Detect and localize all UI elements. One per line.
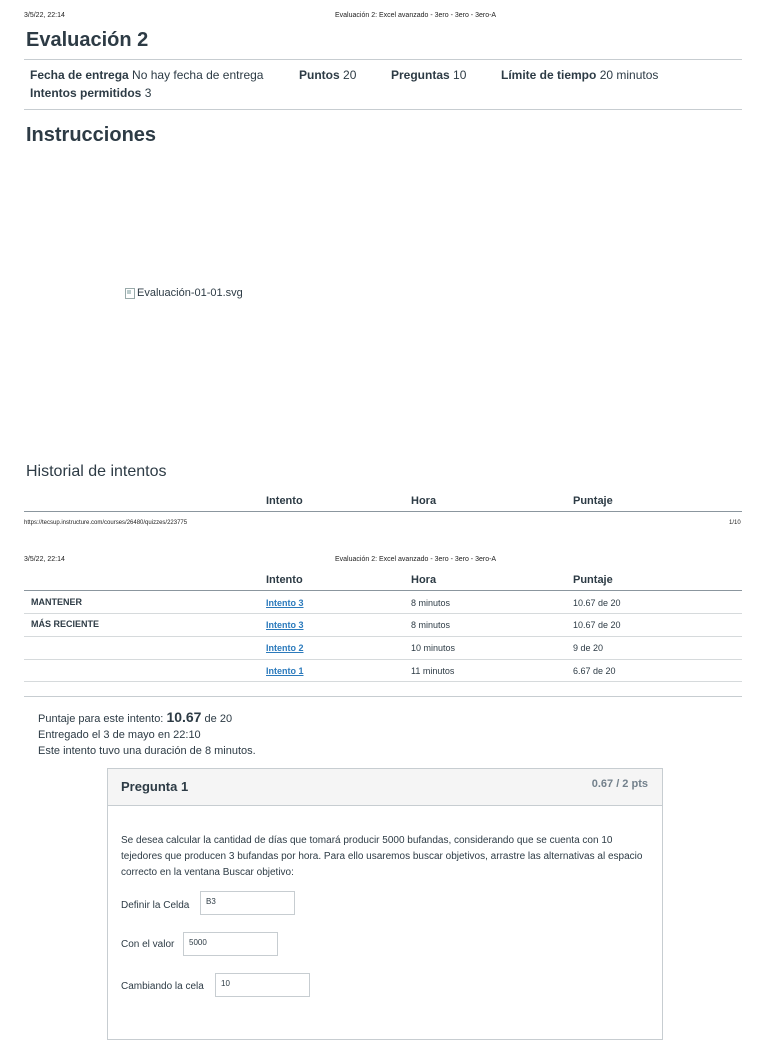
questions-info <box>391 68 466 82</box>
divider <box>24 696 742 697</box>
answer-dropzone[interactable]: 10 <box>215 973 310 997</box>
attempt-duration: Este intento tuvo una duración de 8 minutos. <box>38 745 256 757</box>
questions-label: Preguntas <box>391 68 450 82</box>
submitted-date: Entregado el 3 de mayo en 22:10 <box>38 729 201 741</box>
attempt-link[interactable]: Intento 3 <box>266 620 304 630</box>
divider <box>24 59 742 60</box>
due-date-label: Fecha de entrega <box>30 68 129 82</box>
row-label-keep: MANTENER <box>31 597 82 607</box>
attempt-score-value: 10.67 <box>166 709 202 725</box>
column-header-attempt: Intento <box>266 495 303 507</box>
answer-dropzone[interactable]: 5000 <box>183 932 278 956</box>
print-url: https://tecsup.instructure.com/courses/26480/quizzes/223775 <box>24 520 188 526</box>
field-label: Con el valor <box>121 939 175 950</box>
print-page-number: 1/10 <box>729 520 741 526</box>
instructions-heading: Instrucciones <box>26 124 157 146</box>
attempt-time: 11 minutos <box>411 666 455 676</box>
column-header-attempt: Intento <box>266 574 303 586</box>
column-header-time: Hora <box>411 495 437 507</box>
answer-dropzone[interactable]: B3 <box>200 891 295 915</box>
row-divider <box>24 636 742 637</box>
column-header-score: Puntaje <box>573 574 613 586</box>
due-date <box>30 68 263 82</box>
attempt-time: 8 minutos <box>411 598 451 608</box>
column-header-time: Hora <box>411 574 437 586</box>
question-title: Pregunta 1 <box>121 779 189 794</box>
score-suffix: de 20 <box>204 713 233 725</box>
question-text: Se desea calcular la cantidad de días que tomará producir 5000 bufandas, considerando que se cuenta con 10 tejedores que producen 3 bufandas por hora. Para ello usaremos buscar objetivos, arrastre las alternativas al espacio correcto en la ventana Buscar objetivo: <box>121 835 643 878</box>
row-divider <box>24 613 742 614</box>
time-limit-label: Límite de tiempo <box>501 68 597 82</box>
attempt-score: 10.67 de 20 <box>573 620 621 630</box>
attempt-link[interactable]: Intento 3 <box>266 598 304 608</box>
points-label: Puntos <box>299 68 340 82</box>
attempts-label: Intentos permitidos <box>30 86 142 100</box>
image-alt-text: Evaluación-01-01.svg <box>137 287 243 299</box>
points-value: 20 <box>343 68 357 82</box>
row-divider <box>24 681 742 682</box>
print-date: 3/5/22, 22:14 <box>24 12 65 19</box>
due-date-value: No hay fecha de entrega <box>132 68 264 82</box>
question-card <box>107 768 663 1040</box>
column-header-score: Puntaje <box>573 495 613 507</box>
attempt-time: 10 minutos <box>411 643 456 653</box>
attempt-link[interactable]: Intento 2 <box>266 643 304 653</box>
field-label: Definir la Celda <box>121 900 190 911</box>
time-limit-info <box>501 68 658 82</box>
table-header-line <box>24 590 742 591</box>
table-header-line <box>24 511 742 512</box>
points-info <box>299 68 356 82</box>
divider <box>24 109 742 110</box>
print-title: Evaluación 2: Excel avanzado - 3ero - 3ero - 3ero-A <box>335 556 497 563</box>
broken-image-icon <box>125 288 135 299</box>
attempt-score: 10.67 de 20 <box>573 598 621 608</box>
attempts-value: 3 <box>144 86 152 100</box>
score-prefix: Puntaje para este intento: <box>38 713 164 725</box>
attempt-link[interactable]: Intento 1 <box>266 666 304 676</box>
print-date: 3/5/22, 22:14 <box>24 556 65 563</box>
page-title: Evaluación 2 <box>26 29 149 51</box>
row-label-latest: MÁS RECIENTE <box>31 619 100 629</box>
attempt-time: 8 minutos <box>411 620 451 630</box>
question-points: 0.67 / 2 pts <box>591 778 648 790</box>
print-title: Evaluación 2: Excel avanzado - 3ero - 3ero - 3ero-A <box>335 12 497 19</box>
attempt-score: 9 de 20 <box>573 643 604 653</box>
row-divider <box>24 659 742 660</box>
instructions-image <box>125 287 243 299</box>
attempt-score: 6.67 de 20 <box>573 666 616 676</box>
attempt-score-summary <box>38 709 232 725</box>
question-header <box>108 769 662 806</box>
questions-value: 10 <box>453 68 467 82</box>
history-heading: Historial de intentos <box>26 463 167 480</box>
time-limit-value: 20 minutos <box>599 68 659 82</box>
field-label: Cambiando la cela <box>121 981 204 992</box>
attempts-info <box>30 86 151 100</box>
